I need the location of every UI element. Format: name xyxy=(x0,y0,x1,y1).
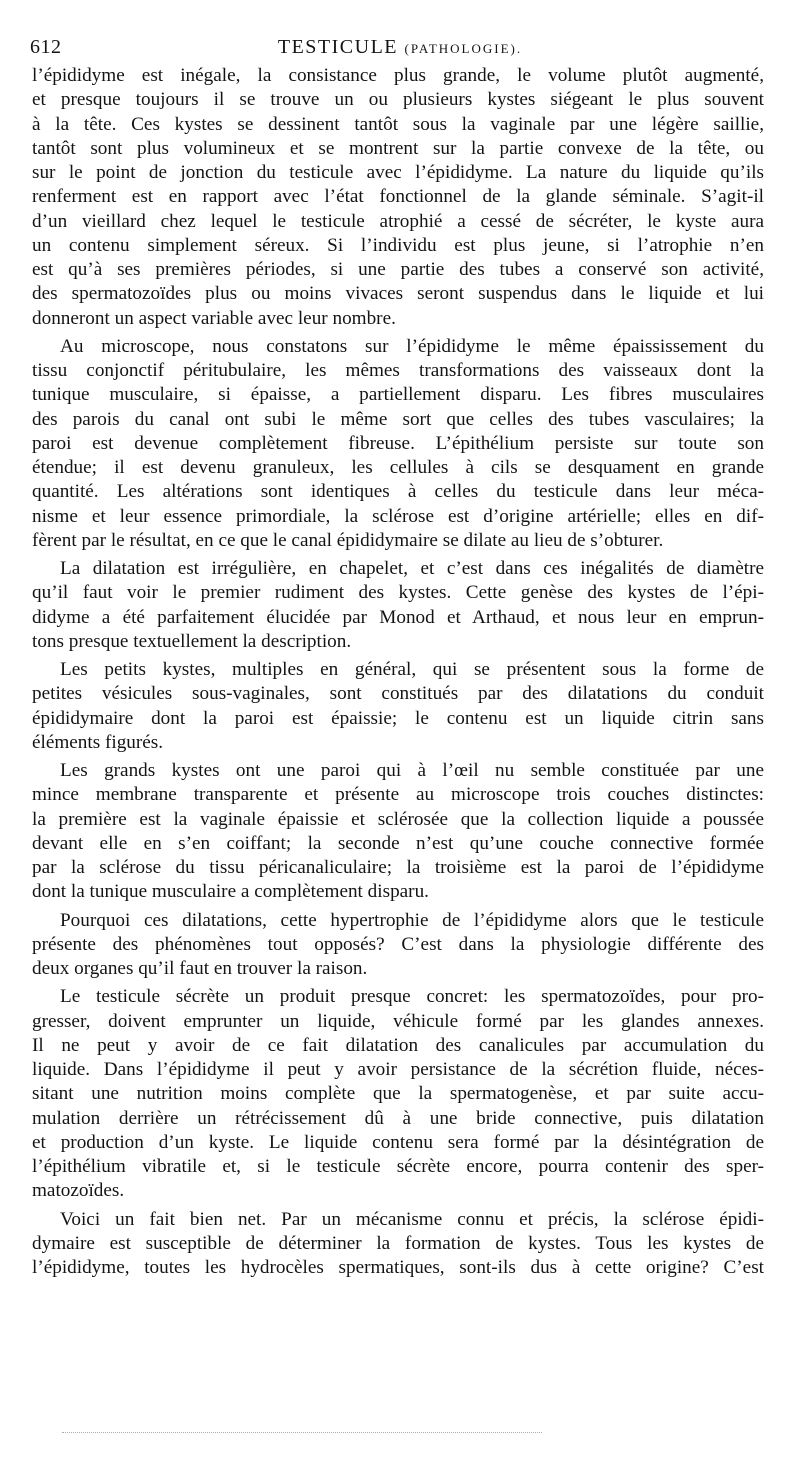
text-line: qu’il faut voir le premier rudiment des kystes. Cette genèse des kystes de l’épi- xyxy=(32,582,764,604)
paragraph xyxy=(32,1208,764,1281)
text-line: des spermatozoïdes plus ou moins vivaces seront suspendus dans le liquide et lui xyxy=(32,283,764,305)
text-line: nisme et leur essence primordiale, la sclérose est d’origine artérielle; elles en dif- xyxy=(32,505,764,527)
text-line: l’épithélium vibratile et, si le testicule sécrète encore, pourra contenir des sper- xyxy=(32,1156,764,1177)
text-line: à la tête. Ces kystes se dessinent tantôt sous la vaginale par une légère saillie, xyxy=(32,113,764,135)
text-line: petites vésicules sous-vaginales, sont constitués par des dilatations du conduit xyxy=(32,683,764,705)
text-line: Le testicule sécrète un produit presque concret: les spermatozoïdes, pour pro- xyxy=(60,986,764,1008)
text-line: paroi est devenue complètement fibreuse. L’épithélium persiste sur toute son xyxy=(32,432,764,454)
text-line: mince membrane transparente et présente au microscope trois couches distinctes: xyxy=(32,784,764,806)
text-line: l’épididyme, toutes les hydrocèles spermatiques, sont-ils dus à cette origine? C’est xyxy=(32,1257,764,1278)
text-line: d’un vieillard chez lequel le testicule atrophié a cessé de sécréter, le kyste aura xyxy=(32,210,764,232)
text-line: tantôt sont plus volumineux et se montrent sur la partie convexe de la tête, ou xyxy=(32,137,764,159)
text-line: Il ne peut y avoir de ce fait dilatation des canalicules par accumulation du xyxy=(32,1034,764,1056)
text-line: Les grands kystes ont une paroi qui à l’œil nu semble constituée par une xyxy=(60,760,764,781)
paragraph xyxy=(32,335,764,553)
text-line: donneront un aspect variable avec leur nombre. xyxy=(32,307,396,329)
text-line: par la sclérose du tissu péricanaliculaire; la troisième est la paroi de l’épididyme xyxy=(32,857,764,878)
paragraph xyxy=(32,985,764,1203)
text-line: et presque toujours il se trouve un ou plusieurs kystes siégeant le plus souvent xyxy=(32,89,764,111)
text-line: fèrent par le résultat, en ce que le canal épididymaire se dilate au lieu de s’obturer. xyxy=(32,529,664,551)
text-line: dymaire est susceptible de déterminer la formation de kystes. Tous les kystes de xyxy=(32,1232,764,1254)
text-line: matozoïdes. xyxy=(32,1180,125,1202)
paragraph xyxy=(32,909,764,982)
text-line: devant elle en s’en coiffant; la seconde n’est qu’une couche connective formée xyxy=(32,832,764,854)
text-line: quantité. Les altérations sont identiques à celles du testicule dans leur méca- xyxy=(32,481,764,503)
text-line: dont la tunique musculaire a complètement disparu. xyxy=(32,881,429,903)
text-line: Les petits kystes, multiples en général, qui se présentent sous la forme de xyxy=(60,659,764,680)
text-line: deux organes qu’il faut en trouver la raison. xyxy=(32,958,368,979)
text-line: renferment est en rapport avec l’état fonctionnel de la glande séminale. S’agit-il xyxy=(32,186,764,208)
text-line: épididymaire dont la paroi est épaissie; le contenu est un liquide citrin sans xyxy=(32,707,764,729)
paragraph xyxy=(32,759,764,905)
paragraph xyxy=(32,658,764,755)
text-line: liquide. Dans l’épididyme il peut y avoir persistance de la sécrétion fluide, néces- xyxy=(32,1059,764,1080)
running-title xyxy=(30,34,770,62)
page-number: 612 xyxy=(30,36,62,58)
header-title: TESTICULE xyxy=(277,36,399,58)
text-line: tunique musculaire, si épaisse, a partiellement disparu. Les fibres musculaires xyxy=(32,384,764,406)
text-line: sur le point de jonction du testicule avec l’épididyme. La nature du liquide qu’ils xyxy=(32,162,764,183)
running-header xyxy=(30,34,770,60)
text-line: didyme a été parfaitement élucidée par Monod et Arthaud, et nous leur en emprun- xyxy=(32,606,764,628)
text-line: gresser, doivent emprunter un liquide, véhicule formé par les glandes annexes. xyxy=(32,1010,764,1032)
text-line: tissu conjonctif péritubulaire, les mêmes transformations des vaisseaux dont la xyxy=(32,360,764,381)
paragraph xyxy=(32,64,764,331)
paragraph xyxy=(32,557,764,654)
text-line: Pourquoi ces dilatations, cette hypertrophie de l’épididyme alors que le testicule xyxy=(60,909,764,931)
text-line: l’épididyme est inégale, la consistance plus grande, le volume plutôt augmenté, xyxy=(32,65,764,86)
text-line: et production d’un kyste. Le liquide contenu sera formé par la désintégration de xyxy=(32,1131,764,1153)
text-line: étendue; il est devenu granuleux, les cellules à cils se desquament en grande xyxy=(32,457,764,478)
body-text xyxy=(32,64,764,1280)
text-line: éléments figurés. xyxy=(32,731,164,753)
text-line: présente des phénomènes tout opposés? C’est dans la physiologie différente des xyxy=(32,933,764,955)
text-line: Voici un fait bien net. Par un mécanisme connu et précis, la sclérose épidi- xyxy=(60,1208,764,1230)
text-line: sitant une nutrition moins complète que la spermatogenèse, et par suite accu- xyxy=(32,1083,764,1105)
text-line: un contenu simplement séreux. Si l’individu est plus jeune, si l’atrophie n’en xyxy=(32,234,764,256)
text-line: mulation derrière un rétrécissement dû à une bride connective, puis dilatation xyxy=(32,1107,764,1129)
text-line: La dilatation est irrégulière, en chapelet, et c’est dans ces inégalités de diamètre xyxy=(60,558,764,579)
footer-rule xyxy=(62,1432,542,1433)
text-line: est qu’à ses premières périodes, si une partie des tubes a conservé son activité, xyxy=(32,259,764,280)
text-line: des parois du canal ont subi le même sort que celles des tubes vasculaires; la xyxy=(32,408,764,430)
text-line: tons presque textuellement la description. xyxy=(32,630,352,652)
text-line: la première est la vaginale épaissie et sclérosée que la collection liquide a poussée xyxy=(32,808,764,830)
header-subtitle: (PATHOLOGIE). xyxy=(404,41,523,56)
text-line: Au microscope, nous constatons sur l’épididyme le même épaississement du xyxy=(60,335,764,357)
